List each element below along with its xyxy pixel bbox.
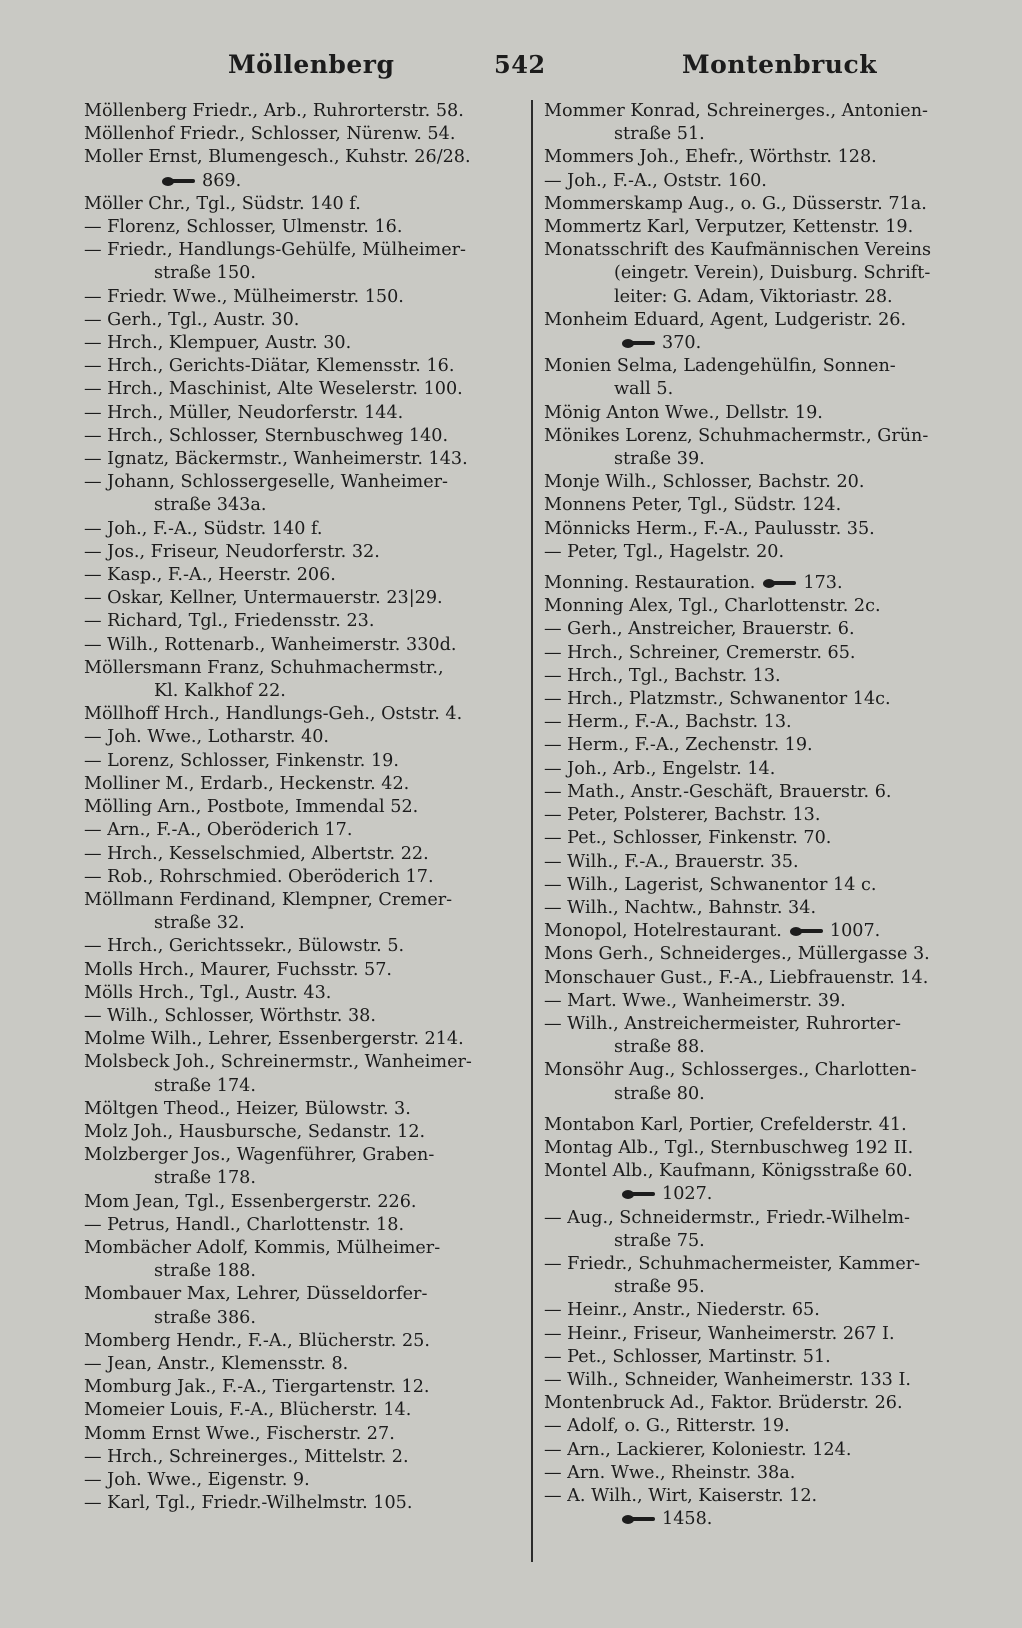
directory-entry — [544, 309, 974, 332]
entry-text: Mommerskamp Aug., o. G., Düsserstr. 71a. — [544, 193, 927, 214]
entry-text: Mommer Konrad, Schreinerges., Antonien- — [544, 101, 928, 121]
entry-text: straße 174. — [154, 1075, 256, 1096]
directory-entry — [544, 967, 974, 990]
directory-entry — [544, 425, 974, 448]
entry-text: Mombauer Max, Lehrer, Düsseldorfer- — [84, 1284, 428, 1305]
entry-continuation — [84, 1167, 514, 1190]
directory-entry — [544, 711, 974, 734]
directory-entry — [544, 595, 974, 618]
entry-text: — Heinr., Friseur, Wanheimerstr. 267 I. — [544, 1323, 895, 1344]
telephone-icon — [622, 1189, 656, 1199]
directory-entry — [84, 471, 514, 494]
directory-entry — [84, 239, 514, 262]
entry-text: Monnens Peter, Tgl., Südstr. 124. — [544, 495, 842, 516]
directory-entry — [84, 1028, 514, 1051]
directory-entry — [544, 1415, 974, 1438]
directory-entry — [84, 657, 514, 680]
directory-entry — [544, 851, 974, 874]
directory-entry — [544, 943, 974, 966]
entry-text: Molzberger Jos., Wagenführer, Graben- — [84, 1145, 435, 1166]
directory-entry — [84, 1353, 514, 1376]
left-column — [84, 100, 514, 1560]
entry-text: Mombächer Adolf, Kommis, Mülheimer- — [84, 1237, 441, 1258]
entry-text: 370. — [662, 333, 702, 354]
directory-entry — [84, 1423, 514, 1446]
directory-entry — [84, 123, 514, 146]
header-first-entry: Möllenberg — [228, 50, 395, 79]
directory-entry — [544, 146, 974, 169]
directory-entry — [84, 1492, 514, 1515]
entry-text: Mönnicks Herm., F.-A., Paulusstr. 35. — [544, 518, 875, 539]
entry-text: — Wilh., F.-A., Brauerstr. 35. — [544, 851, 799, 872]
entry-text: Molz Joh., Hausbursche, Sedanstr. 12. — [84, 1121, 426, 1142]
entry-text: Möllenberg Friedr., Arb., Ruhrorterstr. 58. — [84, 101, 464, 121]
entry-text: Monopol, Hotelrestaurant. — [544, 921, 782, 942]
directory-entry — [84, 518, 514, 541]
entry-text: Molsbeck Joh., Schreinermstr., Wanheimer- — [84, 1052, 472, 1073]
directory-entry — [544, 471, 974, 494]
entry-continuation — [84, 912, 514, 935]
entry-text: Mölling Arn., Postbote, Immendal 52. — [84, 797, 419, 818]
entry-text: Molls Hrch., Maurer, Fuchsstr. 57. — [84, 959, 393, 980]
directory-entry — [84, 1376, 514, 1399]
entry-text: Momm Ernst Wwe., Fischerstr. 27. — [84, 1423, 395, 1444]
entry-text: Möllersmann Franz, Schuhmachermstr., — [84, 657, 444, 678]
phone-number: 173. — [803, 573, 843, 594]
directory-entry — [84, 425, 514, 448]
directory-entry — [84, 1121, 514, 1144]
entry-text: Möllhoff Hrch., Handlungs-Geh., Oststr. 4. — [84, 704, 463, 725]
entry-text: Mom Jean, Tgl., Essenbergerstr. 226. — [84, 1191, 417, 1212]
directory-entry — [544, 170, 974, 193]
directory-entry — [84, 216, 514, 239]
entry-continuation — [84, 262, 514, 285]
entry-text: 1027. — [662, 1184, 713, 1205]
directory-entry — [544, 1013, 974, 1036]
entry-text: Möllenhof Friedr., Schlosser, Nürenw. 54. — [84, 124, 456, 145]
entry-continuation — [84, 1075, 514, 1098]
entry-continuation — [84, 170, 514, 193]
page-number: 542 — [494, 50, 546, 79]
entry-text: Monien Selma, Ladengehülfin, Sonnen- — [544, 356, 896, 377]
directory-entry — [84, 100, 514, 123]
entry-text: straße 80. — [614, 1083, 705, 1104]
directory-entry — [544, 1207, 974, 1230]
entry-continuation — [544, 1230, 974, 1253]
entry-continuation — [544, 1276, 974, 1299]
entry-text: — Wilh., Anstreichermeister, Ruhrorter- — [544, 1013, 901, 1034]
directory-entry — [84, 610, 514, 633]
entry-continuation — [84, 494, 514, 517]
directory-entry — [84, 1237, 514, 1260]
entry-text: Monsöhr Aug., Schlosserges., Charlotten- — [544, 1060, 917, 1081]
entry-continuation — [544, 1036, 974, 1059]
entry-text: straße 51. — [614, 124, 705, 145]
telephone-icon — [622, 1514, 656, 1524]
entry-text: Molme Wilh., Lehrer, Essenbergerstr. 214. — [84, 1029, 464, 1050]
entry-text: — Hrch., Schlosser, Sternbuschweg 140. — [84, 425, 449, 446]
entry-text: — Arn. Wwe., Rheinstr. 38a. — [544, 1462, 796, 1483]
entry-text: Möller Chr., Tgl., Südstr. 140 f. — [84, 193, 361, 214]
directory-entry — [544, 688, 974, 711]
entry-text: Montabon Karl, Portier, Crefelderstr. 41. — [544, 1114, 907, 1135]
entry-text: — Arn., F.-A., Oberöderich 17. — [84, 820, 353, 841]
directory-entry — [84, 703, 514, 726]
directory-entry — [84, 866, 514, 889]
directory-entry — [84, 889, 514, 912]
directory-entry — [544, 665, 974, 688]
directory-entry — [84, 1051, 514, 1074]
entry-text: — A. Wilh., Wirt, Kaiserstr. 12. — [544, 1485, 818, 1506]
entry-text: Monatsschrift des Kaufmännischen Vereins — [544, 240, 932, 261]
entry-text: — Hrch., Gerichts-Diätar, Klemensstr. 16. — [84, 356, 455, 377]
entry-text: — Kasp., F.-A., Heerstr. 206. — [84, 565, 336, 586]
directory-entry — [84, 959, 514, 982]
directory-entry — [544, 874, 974, 897]
directory-entry — [544, 239, 974, 262]
entry-text: — Pet., Schlosser, Finkenstr. 70. — [544, 828, 832, 849]
directory-entry — [84, 402, 514, 425]
entry-text: — Hrch., Platzmstr., Schwanentor 14c. — [544, 689, 891, 710]
entry-text: — Jos., Friseur, Neudorferstr. 32. — [84, 541, 380, 562]
entry-text: — Arn., Lackierer, Koloniestr. 124. — [544, 1439, 852, 1460]
entry-text: — Joh., Arb., Engelstr. 14. — [544, 758, 776, 779]
entry-continuation — [544, 1183, 974, 1206]
directory-entry — [544, 1462, 974, 1485]
directory-entry — [84, 1214, 514, 1237]
directory-entry — [84, 332, 514, 355]
entry-text: — Herm., F.-A., Zechenstr. 19. — [544, 735, 813, 756]
entry-text: — Hrch., Schreinerges., Mittelstr. 2. — [84, 1446, 409, 1467]
entry-text: straße 188. — [154, 1261, 256, 1282]
entry-text: — Peter, Polsterer, Bachstr. 13. — [544, 805, 821, 826]
entry-text: straße 88. — [614, 1037, 705, 1058]
entry-text: — Wilh., Schneider, Wanheimerstr. 133 I. — [544, 1369, 911, 1390]
entry-text: — Peter, Tgl., Hagelstr. 20. — [544, 541, 785, 562]
entry-text: Monning Alex, Tgl., Charlottenstr. 2c. — [544, 596, 881, 617]
entry-text: Monschauer Gust., F.-A., Liebfrauenstr. 14. — [544, 967, 929, 988]
directory-entry — [544, 1346, 974, 1369]
entry-text: — Gerh., Tgl., Austr. 30. — [84, 309, 300, 330]
directory-entry — [84, 819, 514, 842]
entry-text: straße 178. — [154, 1168, 256, 1189]
entry-text: (eingetr. Verein), Duisburg. Schrift- — [614, 263, 931, 284]
entry-text: wall 5. — [614, 379, 674, 400]
directory-entry — [84, 796, 514, 819]
phone-number: 1007. — [829, 921, 881, 942]
directory-entry — [84, 935, 514, 958]
directory-entry — [544, 402, 974, 425]
entry-continuation — [544, 448, 974, 471]
telephone-icon — [790, 926, 824, 936]
entry-text: — Joh. Wwe., Eigenstr. 9. — [84, 1469, 310, 1490]
entry-text: — Joh., F.-A., Südstr. 140 f. — [84, 518, 323, 539]
entry-text: — Math., Anstr.-Geschäft, Brauerstr. 6. — [544, 781, 892, 802]
directory-entry — [544, 1323, 974, 1346]
entry-text: — Heinr., Anstr., Niederstr. 65. — [544, 1300, 820, 1321]
entry-text: Montag Alb., Tgl., Sternbuschweg 192 II. — [544, 1137, 914, 1158]
directory-entry — [544, 494, 974, 517]
entry-text: — Florenz, Schlosser, Ulmenstr. 16. — [84, 217, 403, 238]
entry-text: — Hrch., Maschinist, Alte Weselerstr. 100. — [84, 379, 463, 400]
entry-continuation — [84, 680, 514, 703]
entry-text: — Friedr., Schuhmachermeister, Kammer- — [544, 1253, 921, 1274]
entry-text: — Joh. Wwe., Lotharstr. 40. — [84, 727, 329, 748]
entry-text: Moller Ernst, Blumengesch., Kuhstr. 26/28. — [84, 147, 471, 168]
entry-text: Mommertz Karl, Verputzer, Kettenstr. 19. — [544, 217, 914, 238]
entry-text: straße 95. — [614, 1277, 705, 1298]
telephone-icon — [763, 578, 797, 588]
directory-entry — [544, 541, 974, 564]
directory-entry — [84, 286, 514, 309]
directory-entry — [544, 1114, 974, 1137]
directory-entry — [84, 1098, 514, 1121]
directory-entry — [544, 1299, 974, 1322]
page-header — [0, 50, 1022, 94]
entry-text: Mönig Anton Wwe., Dellstr. 19. — [544, 402, 823, 423]
entry-text: Möltgen Theod., Heizer, Bülowstr. 3. — [84, 1098, 411, 1119]
entry-text: Momeier Louis, F.-A., Blücherstr. 14. — [84, 1400, 412, 1421]
entry-text: — Friedr. Wwe., Mülheimerstr. 150. — [84, 286, 404, 307]
directory-entry — [544, 518, 974, 541]
directory-entry — [544, 781, 974, 804]
directory-entry — [84, 726, 514, 749]
directory-entry — [84, 750, 514, 773]
entry-text: straße 343a. — [154, 495, 267, 516]
directory-entry — [544, 193, 974, 216]
directory-entry — [544, 1485, 974, 1508]
directory-entry — [544, 827, 974, 850]
entry-text: — Gerh., Anstreicher, Brauerstr. 6. — [544, 619, 855, 640]
directory-entry — [544, 216, 974, 239]
entry-text: — Mart. Wwe., Wanheimerstr. 39. — [544, 990, 846, 1011]
header-last-entry: Montenbruck — [682, 50, 878, 79]
directory-entry — [544, 100, 974, 123]
entry-text: Momburg Jak., F.-A., Tiergartenstr. 12. — [84, 1377, 430, 1398]
directory-entry — [544, 1439, 974, 1462]
directory-entry — [84, 843, 514, 866]
entry-text: — Hrch., Gerichtssekr., Bülowstr. 5. — [84, 936, 405, 957]
entry-continuation — [544, 378, 974, 401]
directory-entry — [84, 193, 514, 216]
directory-entry — [84, 378, 514, 401]
directory-entry — [84, 448, 514, 471]
entry-text: — Jean, Anstr., Klemensstr. 8. — [84, 1353, 349, 1374]
directory-entry — [84, 541, 514, 564]
directory-entry — [544, 897, 974, 920]
right-column — [544, 100, 974, 1560]
entry-text: — Oskar, Kellner, Untermauerstr. 23|29. — [84, 588, 443, 609]
directory-entry — [544, 1369, 974, 1392]
entry-text: straße 150. — [154, 263, 256, 284]
entry-continuation — [544, 286, 974, 309]
entry-text: — Hrch., Kesselschmied, Albertstr. 22. — [84, 843, 429, 864]
directory-entry — [84, 982, 514, 1005]
entry-text: — Petrus, Handl., Charlottenstr. 18. — [84, 1214, 405, 1235]
entry-text: — Johann, Schlossergeselle, Wanheimer- — [84, 472, 448, 493]
entry-text: — Lorenz, Schlosser, Finkenstr. 19. — [84, 750, 399, 771]
entry-text: — Wilh., Schlosser, Wörthstr. 38. — [84, 1005, 376, 1026]
directory-entry — [544, 804, 974, 827]
entry-text: — Aug., Schneidermstr., Friedr.-Wilhelm- — [544, 1207, 910, 1228]
directory-entry — [544, 572, 974, 595]
entry-text: straße 32. — [154, 913, 245, 934]
entry-text: — Pet., Schlosser, Martinstr. 51. — [544, 1346, 831, 1367]
entry-text: Momberg Hendr., F.-A., Blücherstr. 25. — [84, 1330, 430, 1351]
entry-text: — Karl, Tgl., Friedr.-Wilhelmstr. 105. — [84, 1493, 413, 1514]
directory-entry — [544, 990, 974, 1013]
directory-entry — [544, 642, 974, 665]
directory-entry — [84, 634, 514, 657]
column-divider — [531, 100, 533, 1562]
entry-text: Mölls Hrch., Tgl., Austr. 43. — [84, 982, 332, 1003]
directory-entry — [544, 1392, 974, 1415]
entry-continuation — [544, 123, 974, 146]
entry-text: 869. — [202, 170, 242, 191]
entry-text: Mommers Joh., Ehefr., Wörthstr. 128. — [544, 147, 877, 168]
entry-text: — Adolf, o. G., Ritterstr. 19. — [544, 1416, 790, 1437]
directory-entry — [544, 355, 974, 378]
directory-entry — [84, 1330, 514, 1353]
entry-text: — Wilh., Rottenarb., Wanheimerstr. 330d. — [84, 634, 457, 655]
entry-continuation — [544, 1508, 974, 1531]
entry-text: leiter: G. Adam, Viktoriastr. 28. — [614, 286, 893, 307]
entry-text: — Hrch., Schreiner, Cremerstr. 65. — [544, 642, 856, 663]
directory-entry — [84, 1469, 514, 1492]
entry-continuation — [544, 332, 974, 355]
directory-entry — [84, 773, 514, 796]
entry-text: — Friedr., Handlungs-Gehülfe, Mülheimer- — [84, 240, 466, 261]
entry-text: Molliner M., Erdarb., Heckenstr. 42. — [84, 773, 410, 794]
directory-entry — [84, 309, 514, 332]
directory-entry — [84, 1191, 514, 1214]
directory-entry — [544, 758, 974, 781]
entry-text: — Hrch., Klempuer, Austr. 30. — [84, 333, 352, 354]
directory-entry — [84, 1446, 514, 1469]
entry-text: Kl. Kalkhof 22. — [154, 681, 286, 702]
directory-entry — [84, 587, 514, 610]
entry-continuation — [544, 262, 974, 285]
directory-entry — [84, 146, 514, 169]
directory-entry — [84, 1005, 514, 1028]
entry-text: Möllmann Ferdinand, Klempner, Cremer- — [84, 889, 453, 910]
directory-entry — [84, 1399, 514, 1422]
entry-text: — Herm., F.-A., Bachstr. 13. — [544, 712, 792, 733]
entry-text: Monning. Restauration. — [544, 573, 756, 594]
entry-text: — Rob., Rohrschmied. Oberöderich 17. — [84, 866, 434, 887]
entry-text: — Hrch., Tgl., Bachstr. 13. — [544, 665, 781, 686]
entry-text: — Wilh., Lagerist, Schwanentor 14 c. — [544, 874, 877, 895]
directory-entry — [544, 618, 974, 641]
directory-entry — [544, 1137, 974, 1160]
entry-continuation — [84, 1260, 514, 1283]
directory-entry — [84, 355, 514, 378]
entry-continuation — [84, 1307, 514, 1330]
entry-text: — Richard, Tgl., Friedensstr. 23. — [84, 611, 375, 632]
entry-text: Monje Wilh., Schlosser, Bachstr. 20. — [544, 472, 865, 493]
entry-continuation — [544, 1083, 974, 1106]
entry-text: — Wilh., Nachtw., Bahnstr. 34. — [544, 897, 817, 918]
directory-entry — [544, 734, 974, 757]
entry-text: straße 39. — [614, 449, 705, 470]
entry-text: Mönikes Lorenz, Schuhmachermstr., Grün- — [544, 425, 929, 446]
directory-entry — [544, 1160, 974, 1183]
directory-entry — [84, 1283, 514, 1306]
entry-text: Mons Gerh., Schneiderges., Müllergasse 3. — [544, 944, 930, 965]
entry-text: Montel Alb., Kaufmann, Königsstraße 60. — [544, 1161, 913, 1182]
directory-entry — [84, 564, 514, 587]
entry-text: 1458. — [662, 1509, 713, 1530]
entry-text: — Joh., F.-A., Oststr. 160. — [544, 170, 767, 191]
telephone-icon — [622, 338, 656, 348]
directory-entry — [84, 1144, 514, 1167]
directory-entry — [544, 920, 974, 943]
entry-text: Monheim Eduard, Agent, Ludgeristr. 26. — [544, 309, 907, 330]
entry-text: straße 75. — [614, 1230, 705, 1251]
entry-text: Montenbruck Ad., Faktor. Brüderstr. 26. — [544, 1393, 903, 1414]
entry-text: — Ignatz, Bäckermstr., Wanheimerstr. 143. — [84, 449, 468, 470]
directory-entry — [544, 1059, 974, 1082]
telephone-icon — [162, 176, 196, 186]
directory-entry — [544, 1253, 974, 1276]
entry-text: straße 386. — [154, 1307, 256, 1328]
entry-text: — Hrch., Müller, Neudorferstr. 144. — [84, 402, 404, 423]
